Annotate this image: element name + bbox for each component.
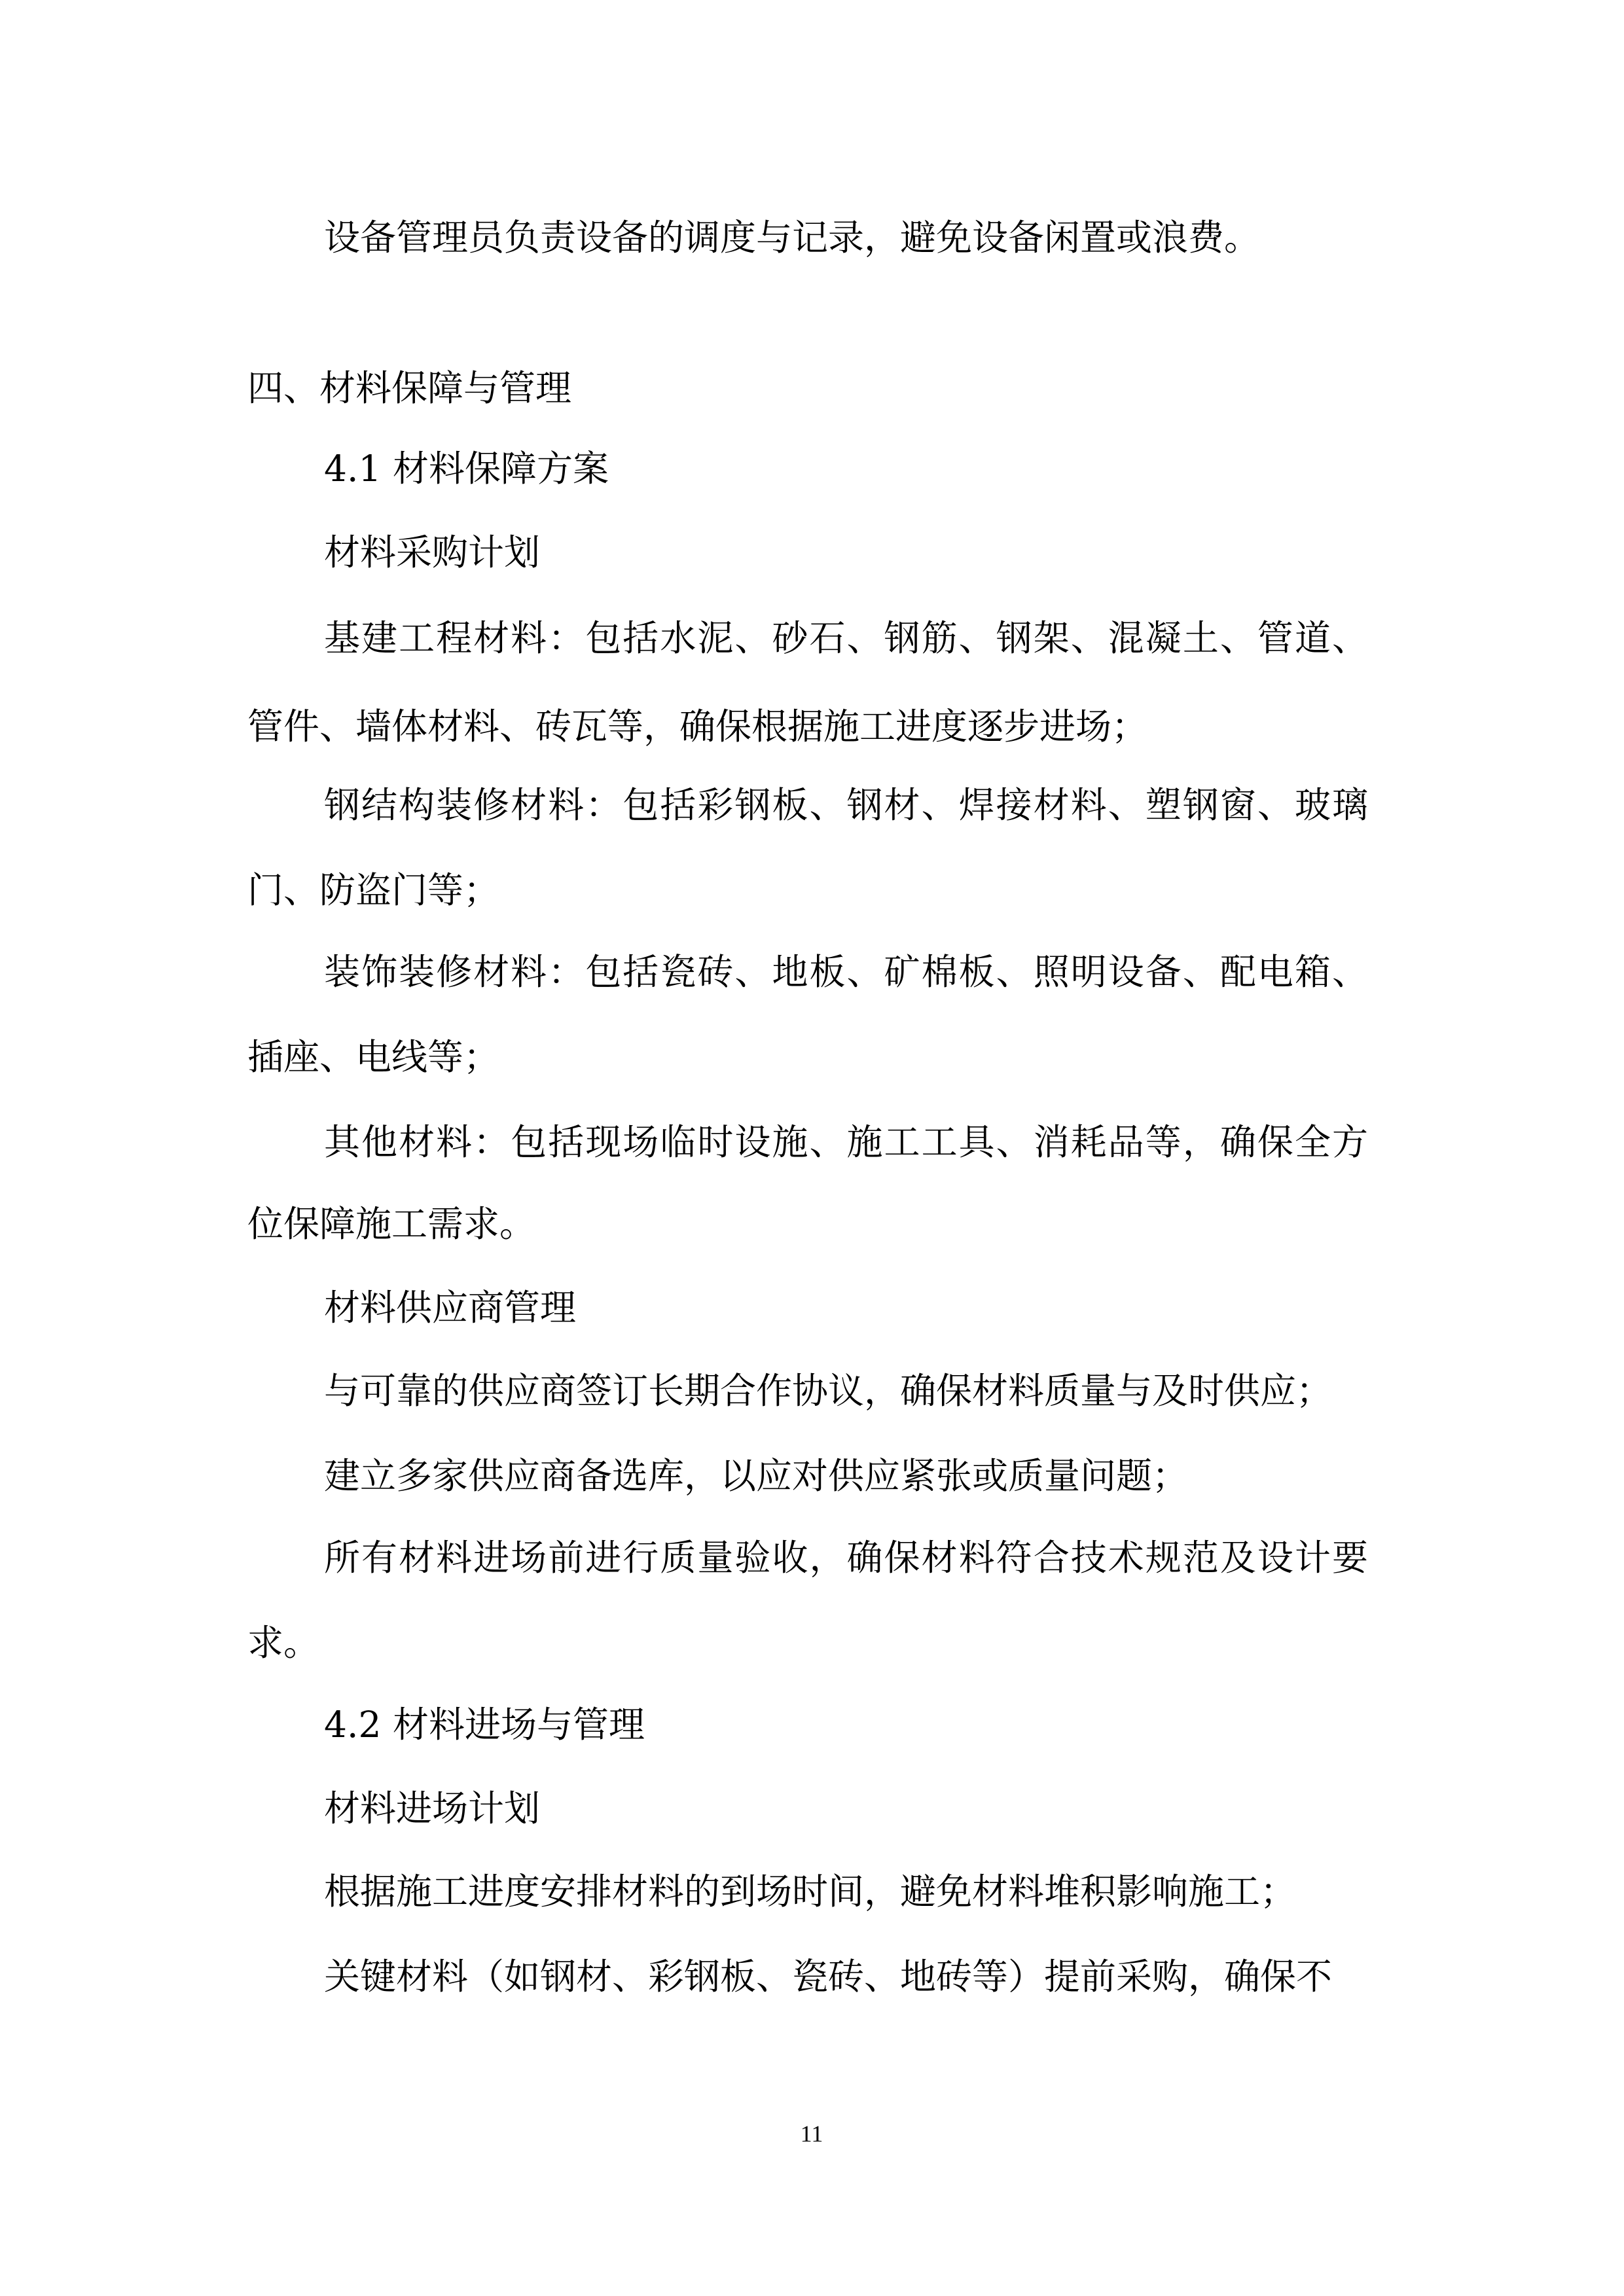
body-line: 所有材料进场前进行质量验收，确保材料符合技术规范及设计要	[324, 1537, 1368, 1579]
body-line: 门、防盗门等；	[247, 869, 500, 911]
body-line: 求。	[247, 1622, 320, 1664]
body-line: 根据施工进度安排材料的到场时间，避免材料堆积影响施工；	[324, 1871, 1297, 1912]
section-heading: 四、材料保障与管理	[247, 367, 572, 409]
body-line: 管件、墙体材料、砖瓦等，确保根据施工进度逐步进场；	[247, 706, 1148, 747]
paragraph-heading: 材料供应商管理	[324, 1287, 577, 1329]
body-line: 装饰装修材料：包括瓷砖、地板、矿棉板、照明设备、配电箱、	[324, 951, 1368, 993]
body-line: 建立多家供应商备选库，以应对供应紧张或质量问题；	[324, 1455, 1189, 1497]
body-line: 设备管理员负责设备的调度与记录，避免设备闲置或浪费。	[324, 217, 1261, 259]
body-line: 与可靠的供应商签订长期合作协议，确保材料质量与及时供应；	[324, 1370, 1333, 1412]
body-line: 位保障施工需求。	[247, 1203, 536, 1245]
body-line: 钢结构装修材料：包括彩钢板、钢材、焊接材料、塑钢窗、玻璃	[324, 784, 1368, 826]
paragraph-heading: 材料采购计划	[324, 531, 541, 573]
paragraph-heading: 材料进场计划	[324, 1787, 541, 1829]
body-line: 关键材料（如钢材、彩钢板、瓷砖、地砖等）提前采购，确保不	[324, 1956, 1333, 1998]
subsection-heading: 4.1 材料保障方案	[324, 448, 609, 490]
page-number: 11	[800, 2121, 823, 2147]
body-line: 基建工程材料：包括水泥、砂石、钢筋、钢架、混凝土、管道、	[324, 617, 1368, 659]
body-line: 插座、电线等；	[247, 1036, 500, 1078]
body-line: 其他材料：包括现场临时设施、施工工具、消耗品等，确保全方	[324, 1121, 1368, 1163]
subsection-heading: 4.2 材料进场与管理	[324, 1704, 645, 1746]
